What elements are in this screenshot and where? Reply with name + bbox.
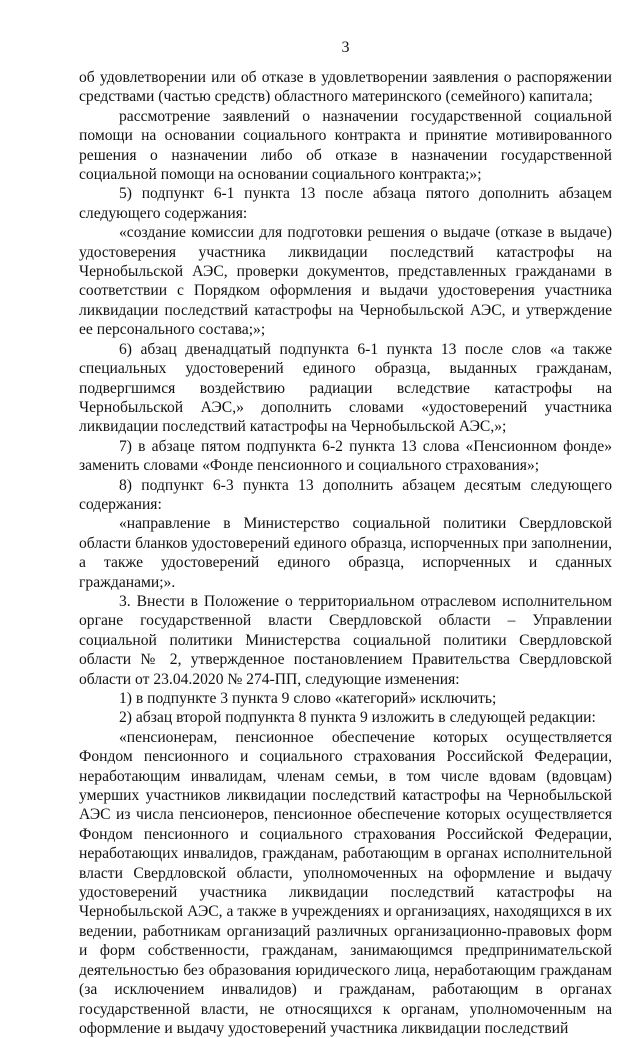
paragraph: «создание комиссии для подготовки решения о выдаче (отказе в выдаче) удостоверения участника ликвидации последствий катастрофы на Чернобыльской АЭС, проверки документов, представленных гражданами в соответствии с Порядком оформления и выдачи удостоверения участника ликвидации последствий катастрофы на Чернобыльской АЭС, и утверждение ее персонального состава;»;: [79, 224, 612, 339]
document-body: [79, 68, 612, 1038]
paragraph: рассмотрение заявлений о назначении государственной социальной помощи на основании социального контракта и принятие мотивированного решения о назначении либо об отказе в назначении государственной социальной помощи на основании социального контракта;»;: [79, 107, 612, 184]
paragraph: «пенсионерам, пенсионное обеспечение которых осуществляется Фондом пенсионного и социального страхования Российской Федерации, неработающим инвалидам, членам семьи, в том числе вдовам (вдовцам) умерших участников ликвидации последствий катастрофы на Чернобыльской АЭС из числа пенсионеров, пенсионное обеспечение которых осуществляется Фондом пенсионного и социального страхования Российской Федерации, неработающих инвалидов, гражданам, работающим в органах исполнительной власти Свердловской области, уполномоченных на оформление и выдачу удостоверений участника ликвидации последствий катастрофы на Чернобыльской АЭС, а также в учреждениях и организациях, находящихся в их ведении, работникам организаций различных организационно-правовых форм и форм собственности, гражданам, занимающимся предпринимательской деятельностью без образования юридического лица, неработающим гражданам (за исключением инвалидов) и гражданам, работающим в органах государственной власти, не относящихся к органам, уполномоченным на оформление и выдачу удостоверений участника ликвидации последствий: [79, 728, 612, 1037]
page-number: 3: [341, 39, 350, 56]
paragraph: 7) в абзаце пятом подпункта 6-2 пункта 13 слова «Пенсионном фонде» заменить словами «Фонде пенсионного и социального страхования»;: [79, 437, 612, 475]
paragraph: «направление в Министерство социальной политики Свердловской области бланков удостоверений единого образца, испорченных при заполнении, а также удостоверений единого образца, испорченных и сданных гражданами;».: [79, 515, 612, 591]
paragraph-continuation: об удовлетворении или об отказе в удовлетворении заявления о распоряжении средствами (частью средств) областного материнского (семейного) капитала;: [79, 69, 612, 106]
paragraph: 8) подпункт 6-3 пункта 13 дополнить абзацем десятым следующего содержания:: [79, 476, 612, 513]
paragraph: 6) абзац двенадцатый подпункта 6-1 пункта 13 после слов «а также специальных удостоверений единого образца, выданных гражданам, подвергшимся воздействию радиации вследствие катастрофы на Чернобыльской АЭС,» дополнить словами «удостоверений участника ликвидации последствий катастрофы на Чернобыльской АЭС,»;: [79, 340, 612, 436]
paragraph: 3. Внести в Положение о территориальном отраслевом исполнительном органе государственной власти Свердловской области – Управлении социальной политики Министерства социальной политики Свердловской области № 2, утвержденное постановлением Правительства Свердловской области от 23.04.2020 № 274-ПП, следующие изменения:: [79, 592, 612, 688]
paragraph: 2) абзац второй подпункта 8 пункта 9 изложить в следующей редакции:: [119, 709, 596, 727]
paragraph: 5) подпункт 6-1 пункта 13 после абзаца пятого дополнить абзацем следующего содержания:: [79, 185, 612, 222]
paragraph: 1) в подпункте 3 пункта 9 слово «категорий» исключить;: [119, 690, 497, 707]
